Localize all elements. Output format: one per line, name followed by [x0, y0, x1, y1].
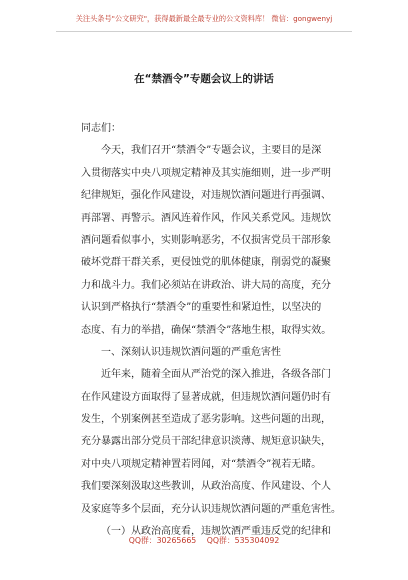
document-line: 入贯彻落实中央八项规定精神及其实施细则，进一步严明 [81, 167, 331, 179]
document-line: 今天，我们召开“禁酒令”专题会议，主要目的是深 [101, 145, 322, 157]
footer-contacts [0, 535, 408, 546]
document-line: 在作风建设方面取得了显著成就，但违规饮酒问题仍时有 [81, 391, 331, 403]
document-line: 对中央八项规定精神置若罔闻，对“禁酒令”视若无睹。 [81, 458, 322, 470]
document-line: 纪律规矩，强化作风建设，对违规饮酒问题进行再强调、 [81, 190, 331, 202]
document-title: 在“禁酒令”专题会议上的讲话 [134, 73, 274, 85]
document-line: 我们要深刻汲取这些教训，从政治高度、作风建设、个人 [81, 481, 331, 493]
document-body [81, 118, 347, 543]
header-note: 关注头条号"公文研究"，获得最新最全最专业的公文资料库！ 微信：gongwenyj [75, 14, 333, 23]
document-line: 充分暴露出部分党员干部纪律意识淡薄、规矩意识缺失， [81, 436, 331, 448]
subsection-heading: （一）从政治高度看，违规饮酒严重违反党的纪律和 [101, 526, 331, 538]
document-line: 认识到严格执行“禁酒令”的重要性和紧迫性，以坚决的 [81, 302, 322, 314]
document-line: 发生，个别案例甚至造成了恶劣影响。这些问题的出现， [81, 414, 331, 426]
document-line: 近年来，随着全面从严治党的深入推进，各级各部门 [101, 369, 331, 381]
salutation: 同志们： [81, 123, 121, 134]
document-line: 态度、有力的举措，确保“禁酒令”落地生根，取得实效。 [81, 324, 332, 336]
footer-qq-group-1: QQ群：30265665 [128, 536, 197, 545]
document-line: 力和战斗力。我们必须站在讲政治、讲大局的高度，充分 [81, 279, 331, 291]
document-line: 酒问题看似事小，实则影响恶劣，不仅损害党员干部形象 [81, 234, 331, 246]
document-line: 破坏党群干群关系，更侵蚀党的肌体健康，削弱党的凝聚 [81, 257, 331, 269]
footer-qq-group-2: QQ群：535304092 [206, 536, 280, 545]
section-heading: 一、深刻认识违规饮酒问题的严重危害性 [101, 346, 281, 358]
document-line: 及家庭等多个层面，充分认识违规饮酒问题的严重危害性。 [81, 503, 341, 515]
document-line: 再部署、再警示。酒风连着作风，作风关系党风。违规饮 [81, 212, 331, 224]
header-divider [56, 31, 352, 32]
